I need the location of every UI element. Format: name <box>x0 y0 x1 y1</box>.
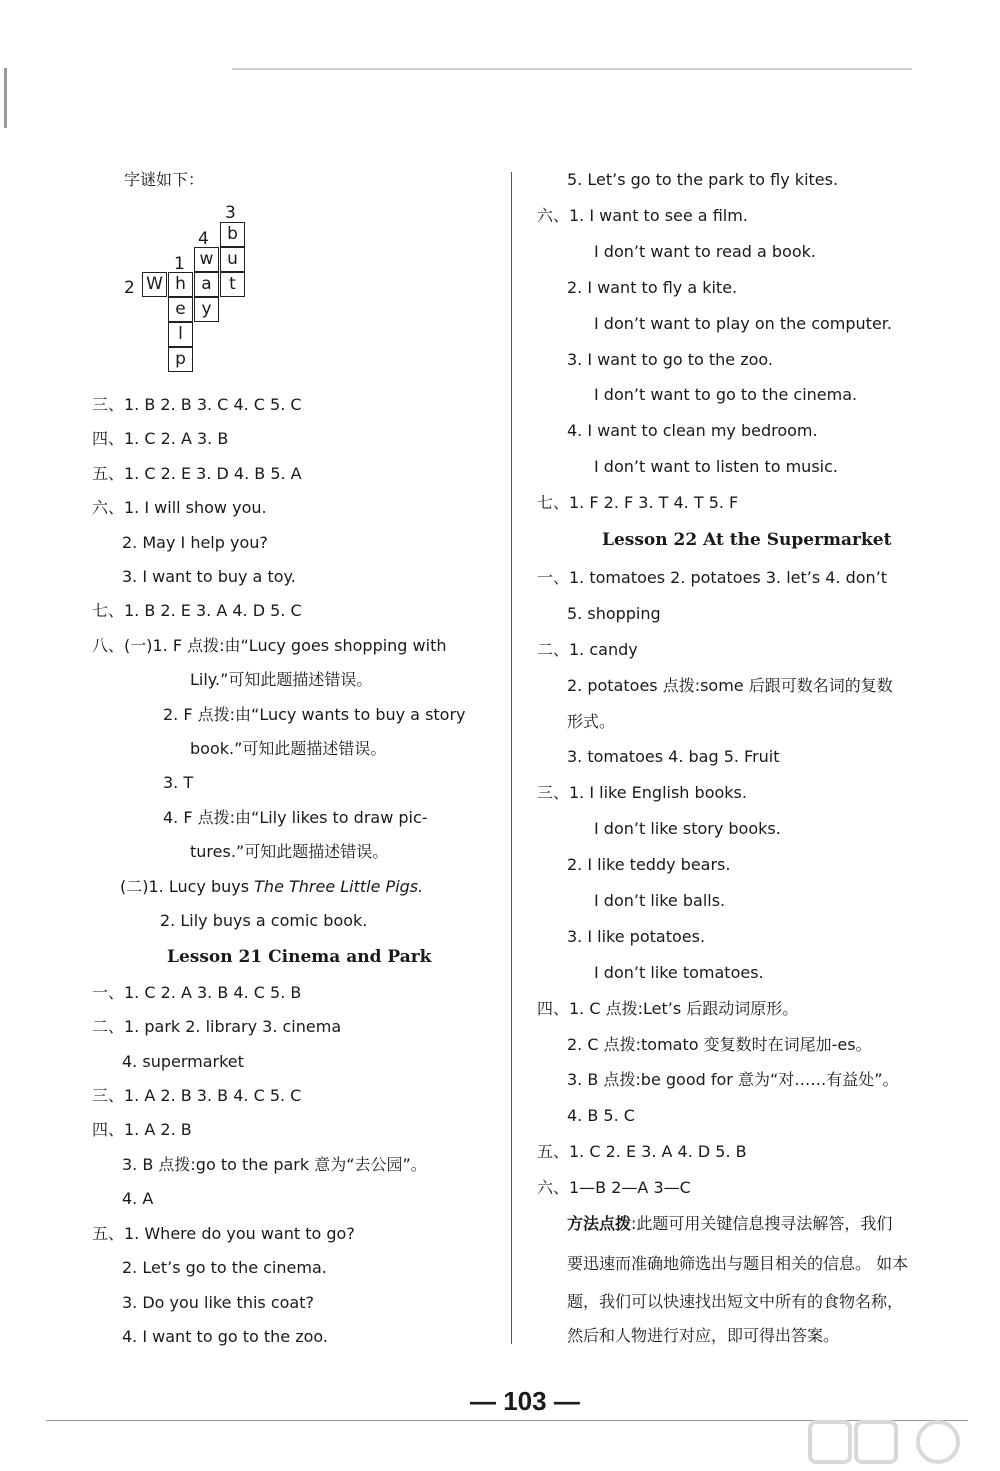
answer-line: 3. I like potatoes. <box>567 927 706 946</box>
answer-line: 3. Do you like this coat? <box>122 1293 314 1312</box>
method-tip-line: 然后和人物进行对应，即可得出答案。 <box>567 1326 840 1345</box>
answer-line: book.”可知此题描述错误。 <box>190 739 387 758</box>
answer-line: I don’t want to listen to music. <box>594 457 838 476</box>
lesson-heading: Lesson 22 At the Supermarket <box>602 530 892 550</box>
answer-line: 八、(一)1. F 点拨:由“Lucy goes shopping with <box>92 636 447 655</box>
page-number: — 103 — <box>470 1386 580 1416</box>
crossword-cell: t <box>220 272 245 297</box>
answer-line: 三、1. I like English books. <box>537 783 747 802</box>
crossword-cell: b <box>220 222 245 247</box>
answer-line: 2. I like teddy bears. <box>567 855 731 874</box>
answer-line: 四、1. C 2. A 3. B <box>92 429 229 448</box>
answer-line <box>120 877 423 897</box>
answer-line: 3. T <box>163 773 194 792</box>
answer-line: 二、1. park 2. library 3. cinema <box>92 1017 342 1036</box>
answer-line: 一、1. tomatoes 2. potatoes 3. let’s 4. don’t <box>537 568 888 587</box>
clue-number-1: 1 <box>174 254 185 274</box>
answer-line: 2. I want to fly a kite. <box>567 278 738 297</box>
method-tip-line: 题，我们可以快速找出短文中所有的食物名称， <box>567 1292 904 1311</box>
answer-line: 五、1. C 2. E 3. A 4. D 5. B <box>537 1142 747 1161</box>
crossword-cell: y <box>194 297 219 322</box>
answer-line: 2. May I help you? <box>122 533 268 552</box>
answer-line: 4. I want to clean my bedroom. <box>567 421 818 440</box>
clue-number-4: 4 <box>198 229 209 249</box>
answer-line: 四、1. A 2. B <box>92 1120 192 1139</box>
crossword-cell: p <box>168 347 193 372</box>
answer-line: 3. I want to buy a toy. <box>122 567 296 586</box>
answer-line: 2. potatoes 点拨:some 后跟可数名词的复数 <box>567 676 893 695</box>
answer-line: I don’t want to play on the computer. <box>594 314 892 333</box>
answer-line: 五、1. Where do you want to go? <box>92 1224 355 1243</box>
answer-line: 六、1—B 2—A 3—C <box>537 1178 691 1197</box>
answer-line: 五、1. C 2. E 3. D 4. B 5. A <box>92 464 302 483</box>
answer-line: 四、1. C 点拨:Let’s 后跟动词原形。 <box>537 999 799 1018</box>
lesson-heading: Lesson 21 Cinema and Park <box>167 947 432 967</box>
answer-line: 2. Lily buys a comic book. <box>160 911 368 930</box>
crossword-cell: u <box>220 247 245 272</box>
book-title: The Three Little Pigs. <box>254 877 424 896</box>
answer-line: 3. B 点拨:be good for 意为“对……有益处”。 <box>567 1070 899 1089</box>
watermark-logo-icon <box>806 1418 982 1468</box>
answer-line: 5. Let’s go to the park to fly kites. <box>567 170 839 189</box>
answer-line: 5. shopping <box>567 604 661 623</box>
crossword-cell: w <box>194 247 219 272</box>
answer-line: 六、1. I want to see a film. <box>537 206 748 225</box>
answer-line: 三、1. A 2. B 3. B 4. C 5. C <box>92 1086 302 1105</box>
crossword-cell: W <box>142 272 167 297</box>
answer-line: 4. B 5. C <box>567 1106 635 1125</box>
column-divider <box>511 172 512 1344</box>
answer-line: 三、1. B 2. B 3. C 4. C 5. C <box>92 395 302 414</box>
answer-line: I don’t like tomatoes. <box>594 963 764 982</box>
clue-number-2: 2 <box>124 278 135 298</box>
answer-line: 七、1. B 2. E 3. A 4. D 5. C <box>92 601 302 620</box>
method-tip-line: 要迅速而准确地筛选出与题目相关的信息。 如本 <box>567 1254 909 1273</box>
answer-line: 六、1. I will show you. <box>92 498 267 517</box>
answer-line: I don’t want to read a book. <box>594 242 816 261</box>
answer-line: 3. tomatoes 4. bag 5. Fruit <box>567 747 780 766</box>
answer-line: tures.”可知此题描述错误。 <box>190 842 389 861</box>
crossword-intro: 字谜如下： <box>124 170 205 189</box>
method-label: 方法点拨 <box>567 1214 632 1233</box>
answer-line: 2. Let’s go to the cinema. <box>122 1258 327 1277</box>
answer-line: 2. F 点拨:由“Lucy wants to buy a story <box>163 705 466 724</box>
crossword-cell: a <box>194 272 219 297</box>
answer-line: 2. C 点拨:tomato 变复数时在词尾加-es。 <box>567 1035 872 1054</box>
answer-line: 二、1. candy <box>537 640 638 659</box>
answer-line: I don’t like balls. <box>594 891 726 910</box>
answer-line: 4. A <box>122 1189 154 1208</box>
answer-line: 4. supermarket <box>122 1052 244 1071</box>
answer-line: I don’t want to go to the cinema. <box>594 385 858 404</box>
answer-line: 3. B 点拨:go to the park 意为“去公园”。 <box>122 1155 427 1174</box>
crossword-cell: h <box>168 272 193 297</box>
answer-line: 形式。 <box>567 712 616 731</box>
answer-line: 一、1. C 2. A 3. B 4. C 5. B <box>92 983 302 1002</box>
answer-line: 3. I want to go to the zoo. <box>567 350 773 369</box>
answer-line: I don’t like story books. <box>594 819 781 838</box>
crossword-cell: e <box>168 297 193 322</box>
answer-line: 七、1. F 2. F 3. T 4. T 5. F <box>537 493 739 512</box>
crossword-cell: l <box>168 322 193 347</box>
clue-number-3: 3 <box>225 203 236 223</box>
method-tip <box>567 1214 892 1234</box>
page-edge-mark <box>4 68 7 128</box>
answer-line: 4. F 点拨:由“Lily likes to draw pic- <box>163 808 428 827</box>
answer-line: Lily.”可知此题描述错误。 <box>190 670 373 689</box>
answer-line: 4. I want to go to the zoo. <box>122 1327 328 1346</box>
answer-text: (二)1. Lucy buys <box>120 877 255 896</box>
header-rule <box>232 68 912 70</box>
method-text: :此题可用关键信息搜寻法解答，我们 <box>631 1214 893 1233</box>
